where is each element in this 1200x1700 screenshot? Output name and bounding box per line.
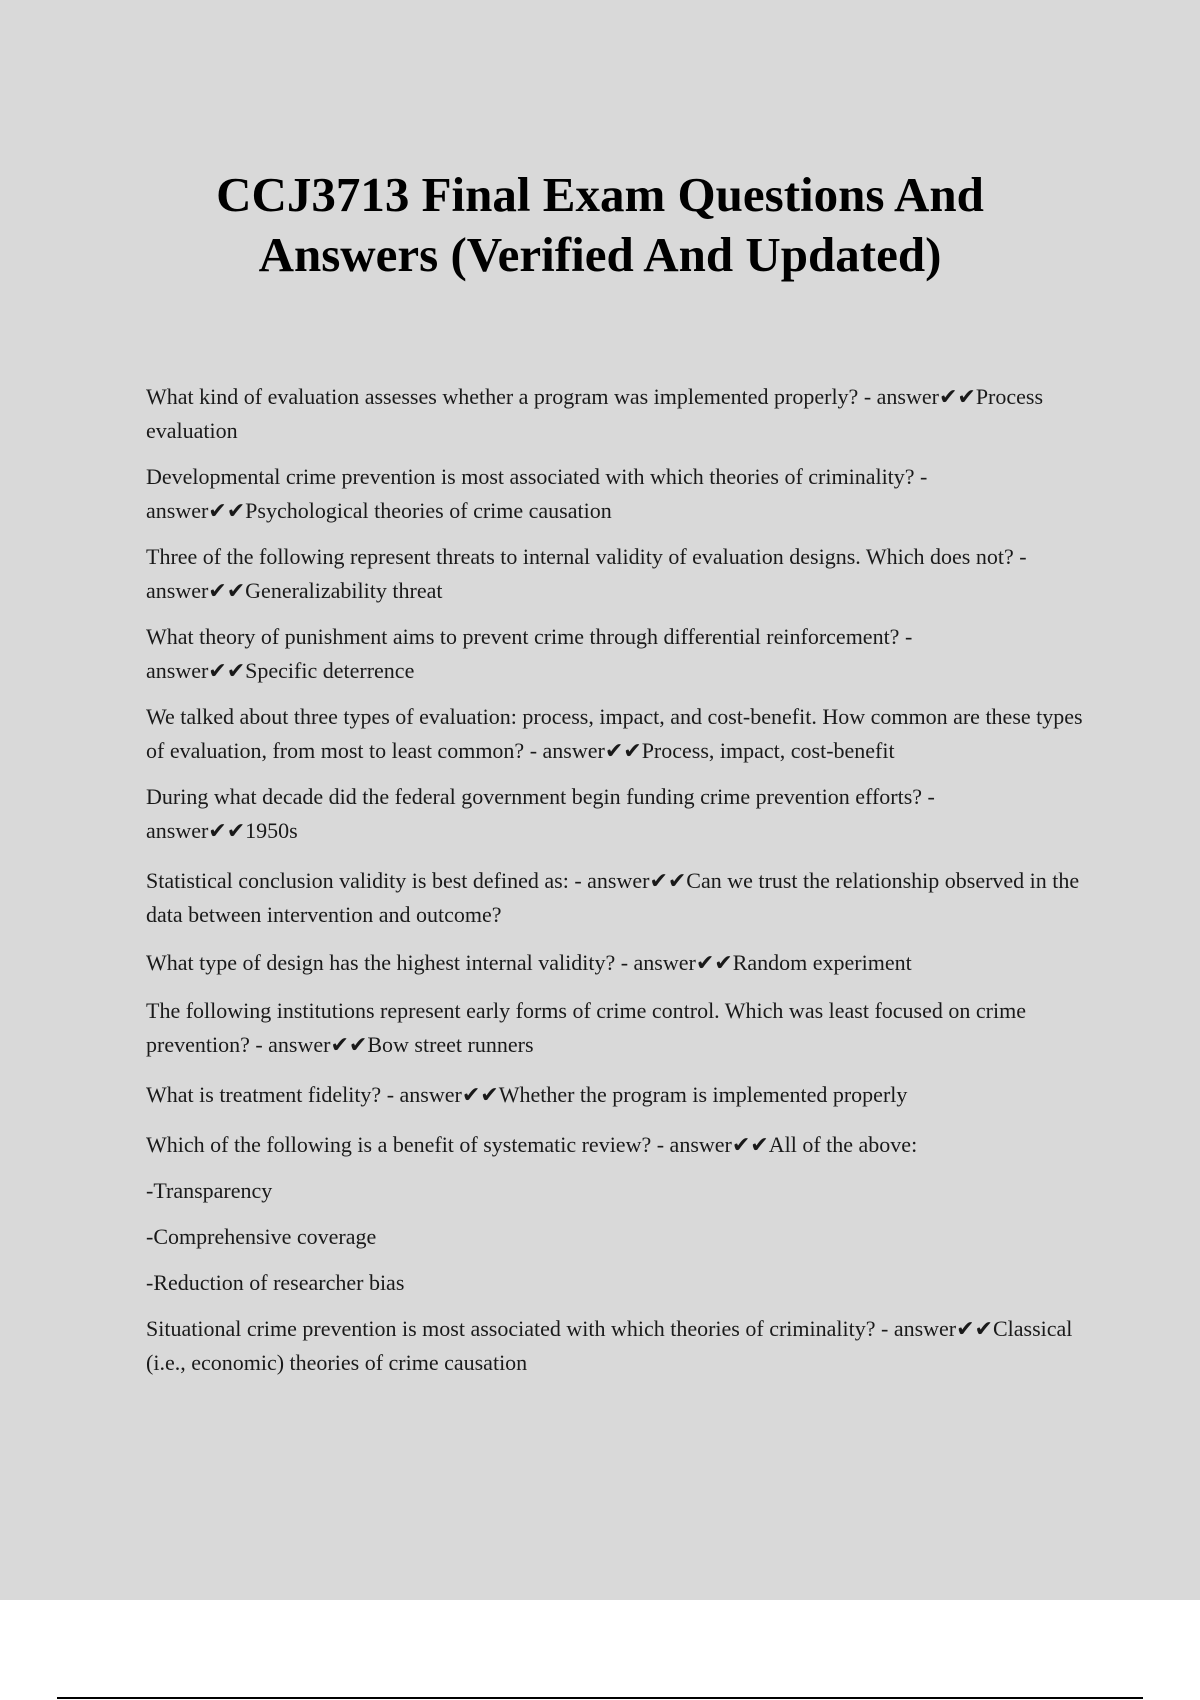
qa-item: During what decade did the federal government begin funding crime prevention efforts? - answer✔✔1950s <box>146 784 935 843</box>
qa-item: What is treatment fidelity? - answer✔✔Whether the program is implemented properly <box>146 1082 908 1107</box>
qa-item: We talked about three types of evaluation: process, impact, and cost-benefit. How common are these types of evaluation, from most to least common? - answer✔✔Process, impact, cost-benefit <box>146 704 1083 763</box>
qa-item: What theory of punishment aims to prevent crime through differential reinforcement? - answer✔✔Specific deterrence <box>146 624 913 683</box>
qa-item: Which of the following is a benefit of systematic review? - answer✔✔All of the above: <box>146 1132 918 1157</box>
qa-item: What kind of evaluation assesses whether a program was implemented properly? - answer✔✔Process evaluation <box>146 384 1044 443</box>
qa-item: The following institutions represent early forms of crime control. Which was least focused on crime prevention? - answer✔✔Bow street runners <box>146 998 1026 1057</box>
qa-item: Three of the following represent threats to internal validity of evaluation designs. Which does not? - answer✔✔Generalizability threat <box>146 544 1027 603</box>
document-title: CCJ3713 Final Exam Questions And Answers (Verified And Updated) <box>216 167 984 282</box>
footer-divider <box>57 1697 1143 1699</box>
qa-item: Statistical conclusion validity is best defined as: - answer✔✔Can we trust the relationship observed in the data between intervention and outcome? <box>146 868 1080 927</box>
qa-list <box>146 380 1086 1392</box>
qa-item: Developmental crime prevention is most associated with which theories of criminality? - answer✔✔Psychological theories of crime causation <box>146 464 928 523</box>
qa-item: Situational crime prevention is most associated with which theories of criminality? - answer✔✔Classical (i.e., economic) theories of crime causation <box>146 1316 1073 1375</box>
answer-option: -Transparency <box>146 1178 273 1203</box>
qa-item: What type of design has the highest internal validity? - answer✔✔Random experiment <box>146 950 912 975</box>
answer-option: -Reduction of researcher bias <box>146 1270 405 1295</box>
answer-option: -Comprehensive coverage <box>146 1224 377 1249</box>
